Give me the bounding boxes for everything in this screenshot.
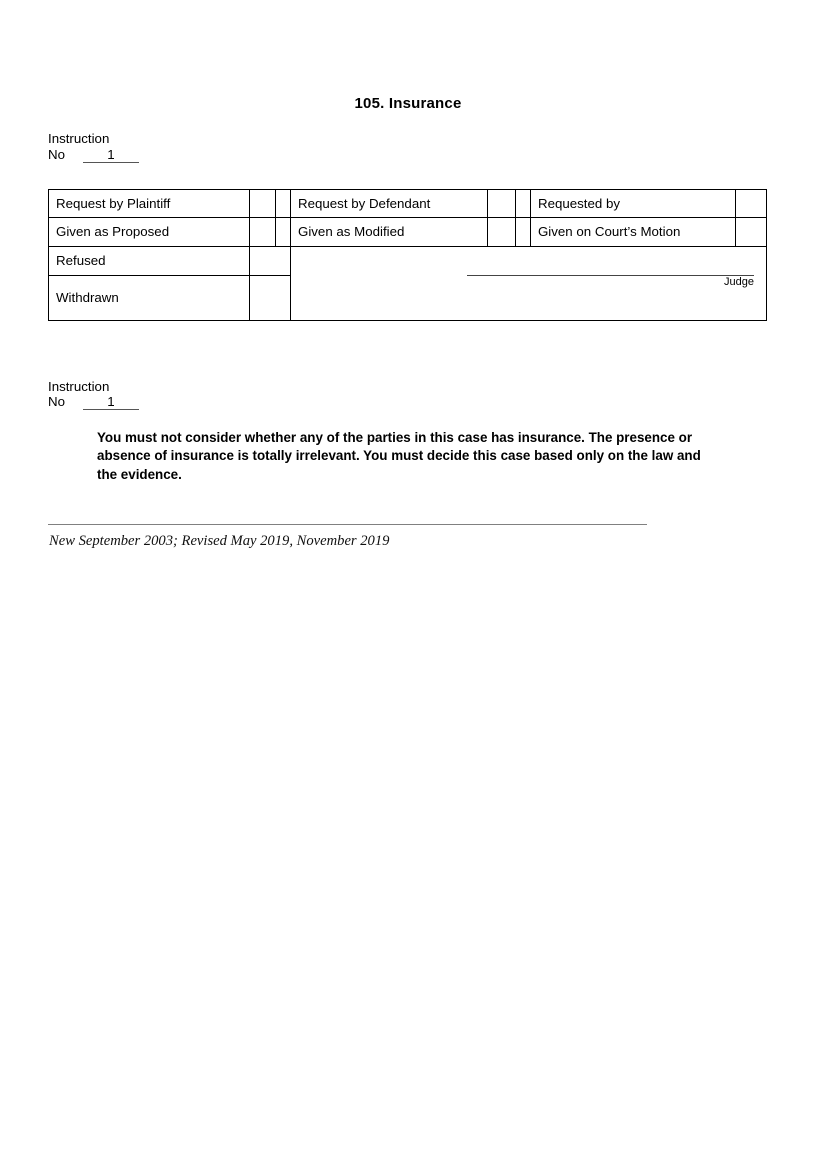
instruction-number-block-bottom bbox=[48, 379, 768, 411]
instruction-label: Instruction bbox=[48, 131, 110, 146]
table-row bbox=[49, 189, 767, 217]
footer-divider-line bbox=[48, 524, 647, 525]
judge-signature-label: Judge bbox=[724, 275, 754, 288]
withdrawn-checkbox-cell[interactable] bbox=[249, 275, 290, 320]
revision-history-note: New September 2003; Revised May 2019, November 2019 bbox=[49, 532, 390, 549]
instruction-number-block-top bbox=[48, 131, 768, 163]
request-by-plaintiff-checkbox-cell[interactable] bbox=[249, 189, 275, 217]
instruction-no-label: No bbox=[48, 394, 65, 409]
signature-area bbox=[467, 275, 754, 292]
given-as-proposed-checkbox-cell[interactable] bbox=[249, 217, 275, 246]
column-spacer-cell bbox=[515, 217, 530, 246]
column-spacer-cell bbox=[275, 217, 290, 246]
page-title: 105. Insurance bbox=[354, 95, 462, 112]
document-page bbox=[0, 95, 816, 1151]
refused-checkbox-cell[interactable] bbox=[249, 246, 290, 275]
requested-by-label: Requested by bbox=[530, 189, 735, 217]
column-spacer-cell bbox=[515, 189, 530, 217]
instruction-number-blank[interactable]: 1 bbox=[83, 395, 139, 410]
given-as-modified-checkbox-cell[interactable] bbox=[487, 217, 515, 246]
refused-label: Refused bbox=[49, 246, 250, 275]
instruction-label: Instruction bbox=[48, 378, 110, 394]
judge-signature-cell bbox=[290, 246, 766, 320]
instruction-no-label: No bbox=[48, 146, 65, 162]
request-by-defendant-label: Request by Defendant bbox=[290, 189, 487, 217]
table-row bbox=[49, 217, 767, 246]
given-as-modified-label: Given as Modified bbox=[290, 217, 487, 246]
instruction-number-blank[interactable]: 1 bbox=[83, 148, 139, 163]
given-as-proposed-label: Given as Proposed bbox=[49, 217, 250, 246]
instruction-text: You must not consider whether any of the parties in this case has insurance. The presence or absence of insurance is totally irrelevant. You must decide this case based only on the law and the evidence. bbox=[97, 430, 701, 482]
request-by-defendant-checkbox-cell[interactable] bbox=[487, 189, 515, 217]
given-on-courts-motion-checkbox-cell[interactable] bbox=[735, 217, 766, 246]
table-row bbox=[49, 246, 767, 275]
given-on-courts-motion-label: Given on Court’s Motion bbox=[530, 217, 735, 246]
column-spacer-cell bbox=[275, 189, 290, 217]
requested-by-checkbox-cell[interactable] bbox=[735, 189, 766, 217]
request-by-plaintiff-label: Request by Plaintiff bbox=[49, 189, 250, 217]
disposition-table bbox=[48, 189, 767, 321]
withdrawn-label: Withdrawn bbox=[49, 275, 250, 320]
